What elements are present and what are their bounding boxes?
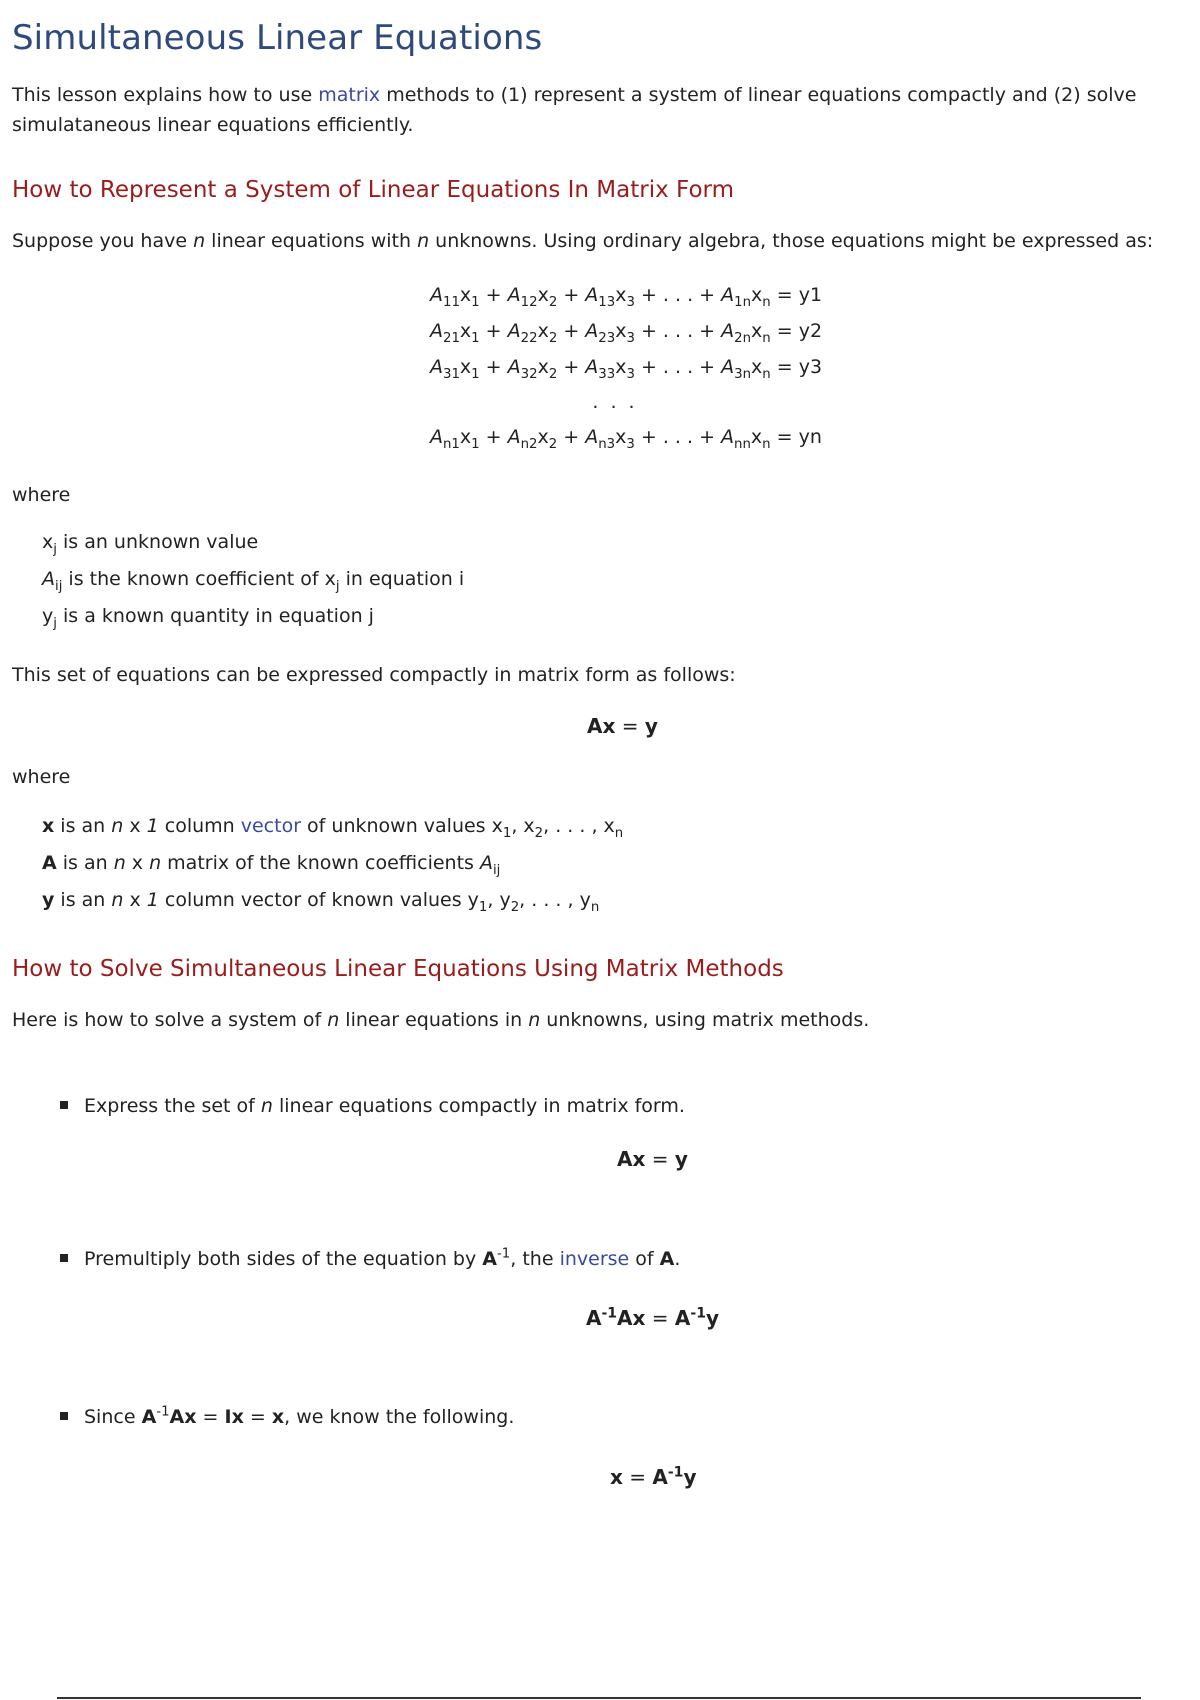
eq-subscript: 32 — [520, 366, 538, 382]
step3-b: , we know the following. — [284, 1406, 515, 1428]
eq-subscript: 2 — [548, 366, 558, 382]
step2-c: of — [629, 1248, 660, 1270]
dx-sn: n — [614, 825, 624, 841]
step3-eq1: = — [196, 1406, 225, 1428]
dx-one: 1 — [146, 815, 159, 837]
eq3-sup: -1 — [667, 1464, 684, 1481]
eq-subscript: 2 — [548, 294, 558, 310]
dx-s2: 2 — [534, 825, 544, 841]
step-1-bullet — [60, 1095, 685, 1117]
eq-subscript: n1 — [443, 436, 460, 452]
eq-variable: x — [751, 356, 763, 378]
step-3-equation — [610, 1465, 696, 1489]
eq-coefficient: A — [507, 426, 521, 448]
definition-y-vector — [42, 882, 623, 919]
eq-coefficient: A — [507, 356, 521, 378]
eq-subscript: n — [762, 366, 771, 382]
eq-subscript: nn — [734, 436, 751, 452]
s2-n-2: n — [528, 1009, 541, 1031]
eq-coefficient: A — [721, 426, 735, 448]
eq-variable: x — [615, 320, 627, 342]
section-heading-represent: How to Represent a System of Linear Equations In Matrix Form — [12, 177, 734, 203]
eq-subscript: n — [762, 294, 771, 310]
eq-subscript: n — [762, 436, 771, 452]
dx-f: , . . . , x — [543, 815, 615, 837]
step-3-bullet — [60, 1406, 514, 1428]
eq-variable: x — [537, 426, 549, 448]
step2-sup: -1 — [496, 1246, 511, 1262]
eq2-b: Ax — [617, 1306, 646, 1330]
eq-coefficient: A — [430, 356, 443, 378]
eq-operator: + — [479, 356, 508, 378]
dy-one: 1 — [146, 889, 159, 911]
definitions-list-2 — [42, 808, 623, 919]
da-a: is an — [56, 852, 114, 874]
eq-subscript: 3 — [626, 330, 635, 346]
eq-variable: x — [537, 320, 549, 342]
eq1-lhs: Ax — [617, 1147, 646, 1171]
da-b: x — [125, 852, 150, 874]
eq-lhs: Ax — [587, 714, 616, 738]
eq-operator: + . . . + — [634, 320, 722, 342]
dy-f: , . . . , y — [519, 889, 591, 911]
step3-sup: -1 — [156, 1404, 170, 1420]
eq-coefficient: A — [430, 320, 443, 342]
def-a-text2: in equation i — [339, 568, 465, 590]
s2-text-b: linear equations in — [339, 1009, 529, 1031]
intro-paragraph — [12, 80, 1182, 140]
dx-n: n — [111, 815, 124, 837]
section1-paragraph — [12, 226, 1182, 256]
s1-n: n — [193, 230, 206, 252]
eq-rhs: y — [644, 714, 658, 738]
eq-subscript: 12 — [520, 294, 538, 310]
eq-operator: n — [809, 426, 822, 448]
eq-variable: x — [537, 356, 549, 378]
step1-n: n — [260, 1095, 273, 1117]
dy-bold: y — [42, 889, 55, 911]
footer-divider — [57, 1697, 1141, 1699]
eq-subscript: 13 — [598, 294, 616, 310]
dy-e: , y — [487, 889, 511, 911]
definition-x — [42, 524, 464, 561]
eq1-rhs: y — [674, 1147, 688, 1171]
step2-b: , the — [510, 1248, 560, 1270]
eq-variable: x — [615, 426, 627, 448]
eq-variable: x — [615, 356, 627, 378]
s1-text-b: linear equations with — [205, 230, 418, 252]
eq-variable: x — [459, 320, 472, 342]
section-heading-solve: How to Solve Simultaneous Linear Equations Using Matrix Methods — [12, 956, 784, 982]
dy-n: n — [111, 889, 124, 911]
eq-operator: = y — [770, 356, 810, 378]
eq2-sup2: -1 — [690, 1305, 706, 1322]
eq-coefficient: A — [721, 320, 735, 342]
da-n2: n — [149, 852, 162, 874]
dx-e: , x — [511, 815, 535, 837]
step3-a: Since — [84, 1406, 142, 1428]
step3-A: A — [141, 1406, 157, 1428]
eq-subscript: n3 — [598, 436, 616, 452]
eq-operator: 3 — [809, 356, 823, 378]
dy-s2: 2 — [510, 899, 520, 915]
dy-b: x — [123, 889, 147, 911]
eq-operator: + . . . + — [634, 284, 722, 306]
eq-subscript: 33 — [598, 366, 616, 382]
def-a-sym: A — [42, 568, 55, 590]
eq-operator: + . . . + — [634, 356, 722, 378]
eq-subscript: 22 — [520, 330, 538, 346]
def-x-sub: j — [53, 541, 57, 557]
eq-operator: + — [557, 426, 586, 448]
da-bold: A — [42, 852, 57, 874]
eq-subscript: 1 — [471, 294, 480, 310]
s1-n-2: n — [417, 230, 430, 252]
eq-coefficient: A — [585, 356, 599, 378]
eq-operator: 1 — [809, 284, 823, 306]
s1-text-c: unknowns. Using ordinary algebra, those equations might be expressed as: — [429, 230, 1154, 252]
eq-subscript: 11 — [443, 294, 460, 310]
definition-x-vector — [42, 808, 623, 845]
intro-text: This lesson explains how to use — [12, 84, 319, 106]
inverse-link[interactable]: inverse — [559, 1248, 630, 1270]
s2-n: n — [327, 1009, 340, 1031]
eq-coefficient: A — [430, 284, 443, 306]
da-n: n — [113, 852, 126, 874]
matrix-link[interactable]: matrix — [318, 84, 381, 106]
eq-variable: x — [459, 426, 472, 448]
def-y-sym: y — [42, 605, 54, 627]
step2-d: . — [674, 1248, 681, 1270]
dx-bold: x — [42, 815, 55, 837]
dy-c: column vector of known values y — [158, 889, 479, 911]
eq-variable: x — [537, 284, 549, 306]
eq-coefficient: A — [430, 426, 443, 448]
eq-operator: + — [479, 284, 508, 306]
eq-subscript: 2n — [734, 330, 752, 346]
def-x-sym: x — [42, 531, 54, 553]
eq2-a: A — [586, 1306, 602, 1330]
eq-variable: x — [751, 320, 763, 342]
matrix-form-paragraph: This set of equations can be expressed compactly in matrix form as follows: — [12, 664, 736, 686]
da-A: A — [479, 852, 493, 874]
eq-operator: + — [557, 320, 586, 342]
dx-c: column — [158, 815, 241, 837]
equation-row-3 — [430, 349, 822, 385]
eq-coefficient: A — [585, 284, 599, 306]
eq2-c: A — [674, 1306, 691, 1330]
eq-variable: x — [750, 426, 763, 448]
eq-subscript: 1 — [471, 366, 480, 382]
da-c: matrix of the known coefficients — [161, 852, 480, 874]
eq3-A: A — [652, 1465, 668, 1489]
dx-a: is an — [54, 815, 112, 837]
vector-link[interactable]: vector — [240, 815, 302, 837]
eq-coefficient: A — [585, 426, 599, 448]
eq1-op: = — [645, 1147, 675, 1171]
bullet-icon — [60, 1101, 68, 1109]
eq3-y: y — [683, 1465, 697, 1489]
step2-a: Premultiply both sides of the equation by — [84, 1248, 483, 1270]
s2-text-a: Here is how to solve a system of — [12, 1009, 328, 1031]
eq-op: = — [615, 714, 645, 738]
eq-coefficient: A — [507, 284, 521, 306]
section2-paragraph — [12, 1005, 1182, 1035]
page-title: Simultaneous Linear Equations — [12, 18, 543, 58]
step3-Ix: Ix — [224, 1406, 244, 1428]
step1-a: Express the set of — [84, 1095, 261, 1117]
definition-a — [42, 561, 464, 598]
eq-operator: + . . . + — [634, 426, 722, 448]
def-y-text: is a known quantity in equation j — [56, 605, 374, 627]
bullet-icon — [60, 1412, 68, 1420]
eq-subscript: 21 — [443, 330, 460, 346]
step3-x: x — [271, 1406, 285, 1428]
def-a-sub: ij — [55, 578, 63, 594]
equation-system — [430, 277, 822, 455]
equation-ellipsis: . . . — [592, 391, 638, 413]
s1-text-a: Suppose you have — [12, 230, 194, 252]
eq-operator: + — [557, 356, 586, 378]
eq-operator: = y — [770, 426, 810, 448]
eq-operator: 2 — [809, 320, 823, 342]
eq-subscript: 3 — [626, 294, 635, 310]
eq-operator: + — [479, 320, 508, 342]
da-s: ij — [492, 862, 501, 878]
definitions-list-1 — [42, 524, 464, 635]
eq-variable: x — [615, 284, 627, 306]
eq-coefficient: A — [721, 356, 735, 378]
def-a-text: is the known coefficient of x — [62, 568, 336, 590]
eq-subscript: 31 — [443, 366, 460, 382]
step2-A2: A — [659, 1248, 675, 1270]
definition-y — [42, 598, 464, 635]
eq2-sup: -1 — [601, 1305, 618, 1322]
step3-eq2: = — [243, 1406, 272, 1428]
step3-Ax: Ax — [169, 1406, 197, 1428]
eq-variable: x — [459, 356, 472, 378]
dy-sn: n — [590, 899, 600, 915]
intro-text-2: methods to (1) represent a system of linear equations compactly and (2) solve simulataneous linear equations efficiently. — [12, 84, 1137, 136]
eq-coefficient: A — [721, 284, 735, 306]
dx-b: x — [123, 815, 147, 837]
eq-operator: = y — [770, 284, 810, 306]
eq-subscript: n2 — [520, 436, 538, 452]
eq-coefficient: A — [585, 320, 599, 342]
step-2-equation — [586, 1306, 719, 1330]
equation-row-1 — [430, 277, 822, 313]
eq3-op: = — [622, 1465, 653, 1489]
dx-s1: 1 — [502, 825, 512, 841]
s2-text-c: unknowns, using matrix methods. — [540, 1009, 870, 1031]
step-2-bullet — [60, 1248, 680, 1270]
eq-operator: = y — [770, 320, 810, 342]
equation-row-n — [430, 419, 822, 455]
definition-a-matrix — [42, 845, 623, 882]
eq-subscript: 2 — [548, 330, 558, 346]
step-1-equation — [617, 1147, 688, 1171]
eq-subscript: n — [762, 330, 771, 346]
eq-subscript: 1 — [471, 436, 480, 452]
eq-subscript: 3n — [734, 366, 752, 382]
eq2-d: y — [705, 1306, 720, 1330]
equation-row-2 — [430, 313, 822, 349]
eq-subscript: 23 — [598, 330, 616, 346]
eq-subscript: 2 — [548, 436, 558, 452]
eq-variable: x — [751, 284, 763, 306]
step1-b: linear equations compactly in matrix form. — [272, 1095, 685, 1117]
where-label-1: where — [12, 484, 71, 506]
eq-subscript: 1 — [471, 330, 480, 346]
def-x-text: is an unknown value — [56, 531, 259, 553]
dy-a: is an — [54, 889, 112, 911]
eq2-op: = — [645, 1306, 675, 1330]
eq-subscript: 3 — [626, 366, 635, 382]
dy-s1: 1 — [478, 899, 488, 915]
eq3-x: x — [610, 1465, 623, 1489]
step2-A: A — [482, 1248, 497, 1270]
def-a-sub2: j — [335, 578, 340, 594]
bullet-icon — [60, 1254, 68, 1262]
eq-coefficient: A — [507, 320, 521, 342]
eq-variable: x — [459, 284, 472, 306]
def-y-sub: j — [53, 615, 57, 631]
eq-subscript: 1n — [734, 294, 752, 310]
dx-d: of unknown values x — [301, 815, 503, 837]
eq-operator: + — [557, 284, 586, 306]
where-label-2: where — [12, 766, 71, 788]
eq-operator: + — [479, 426, 508, 448]
matrix-equation-ax-y — [587, 714, 658, 738]
eq-subscript: 3 — [626, 436, 635, 452]
